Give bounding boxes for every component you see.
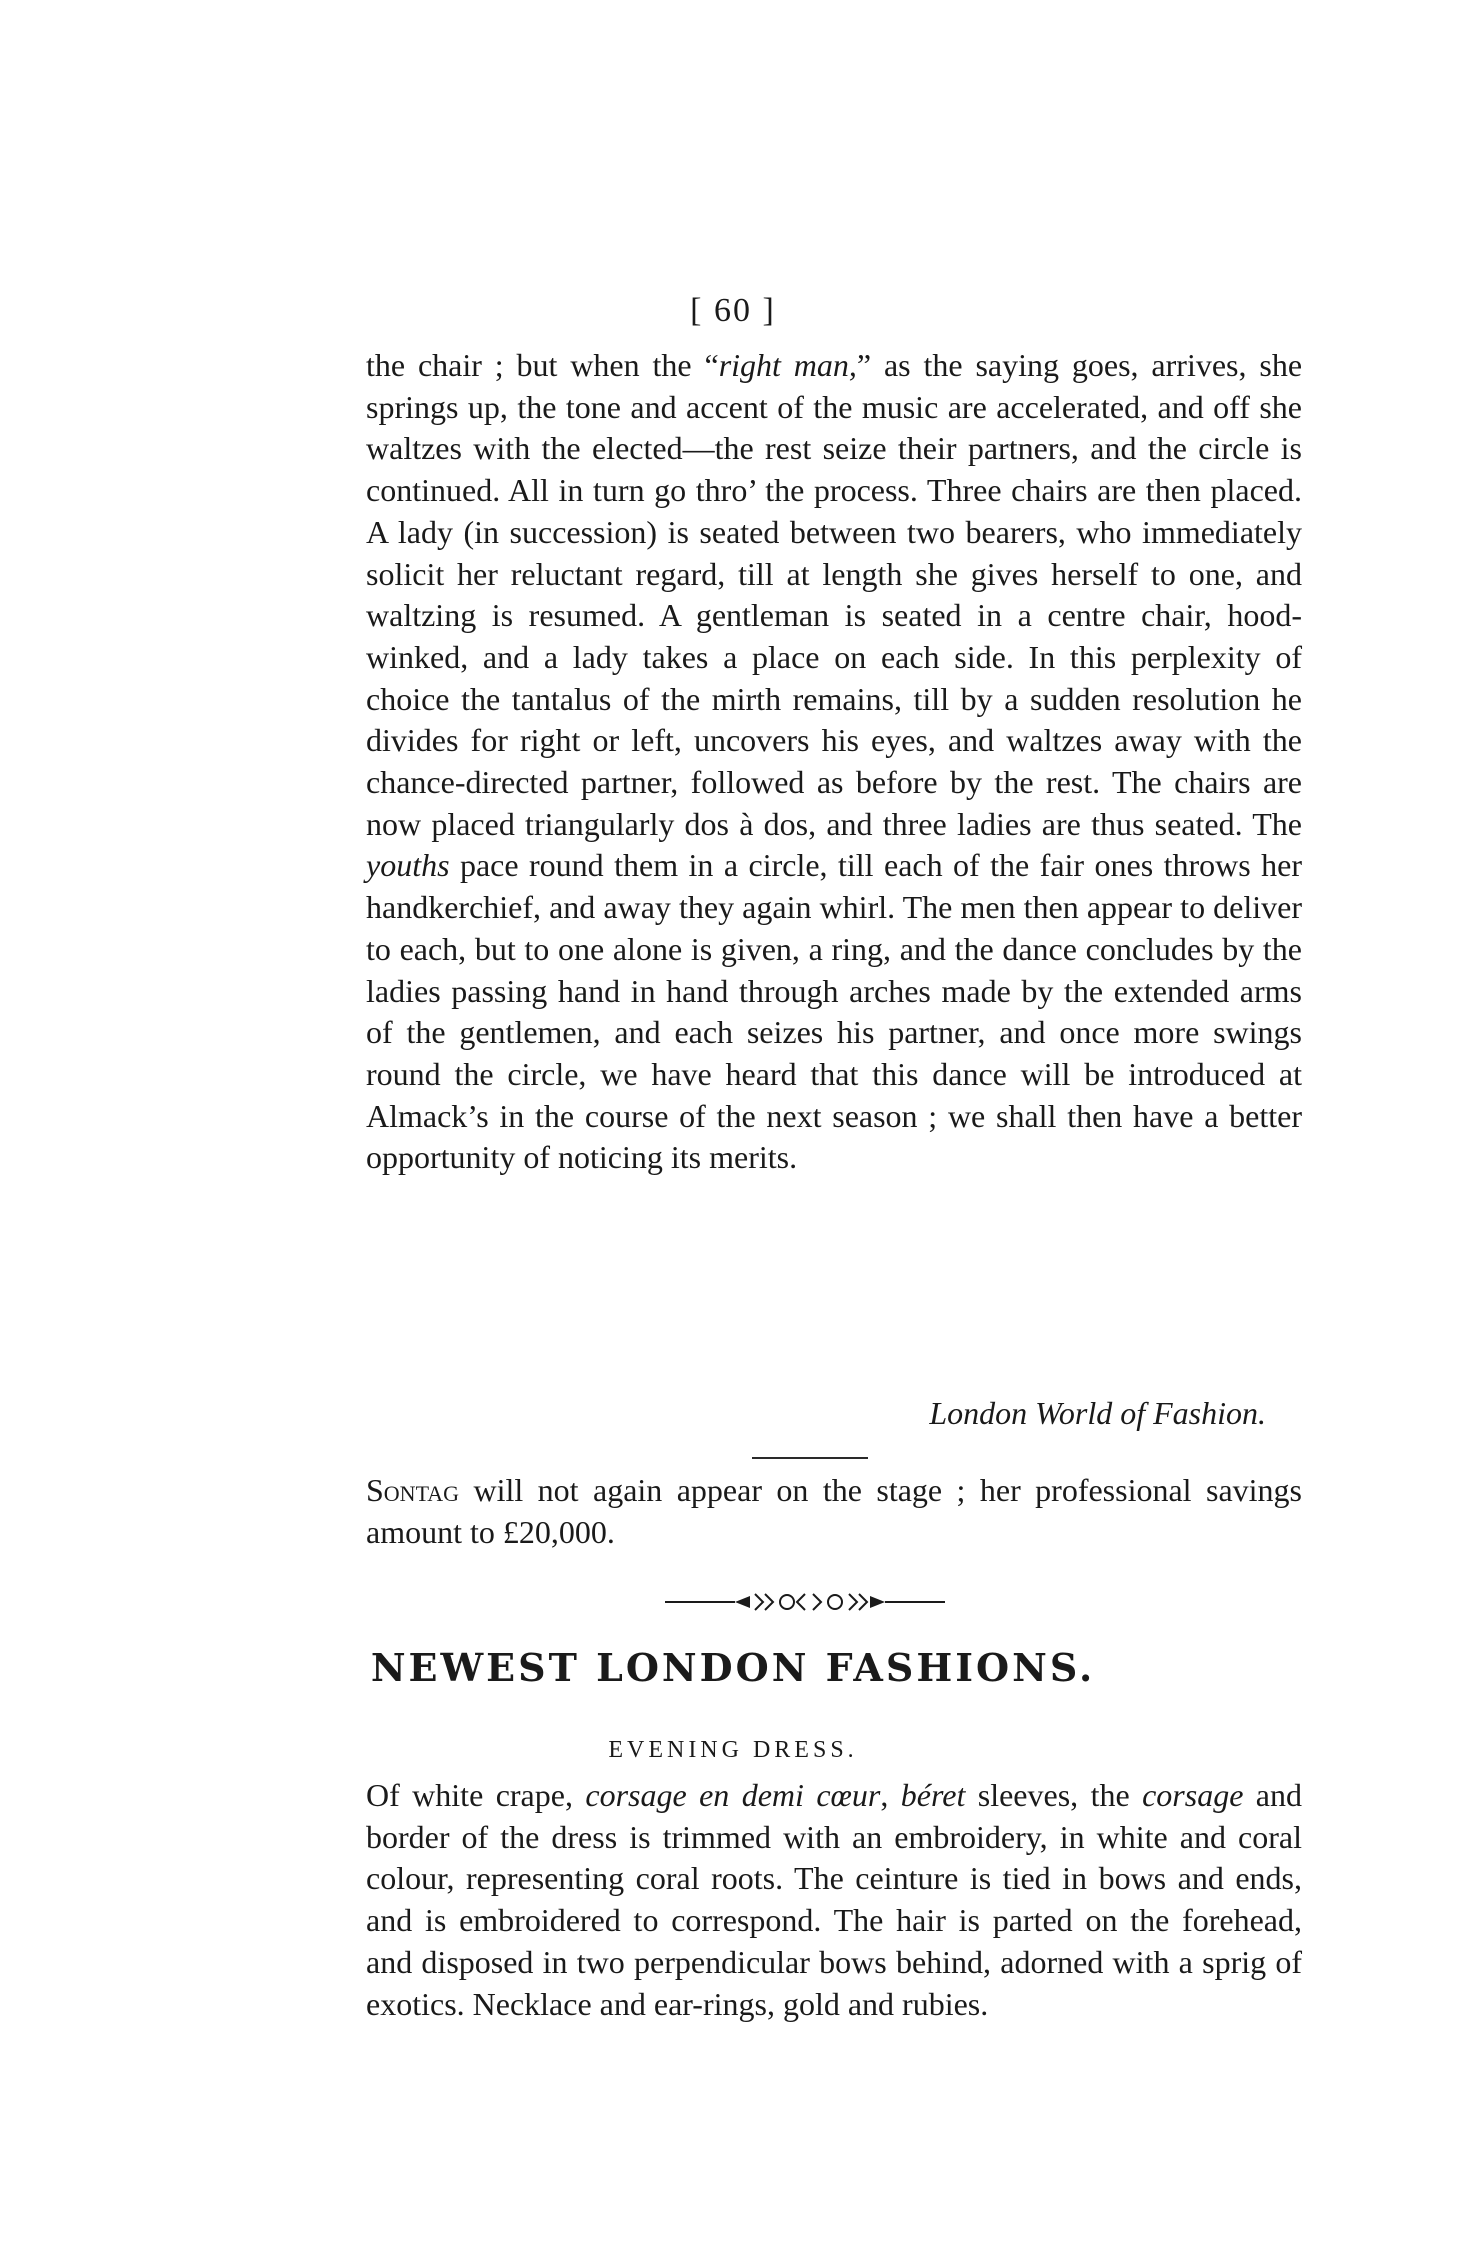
- page-number: [ 60 ]: [690, 292, 776, 329]
- italic-run: right man,: [718, 347, 857, 383]
- article-waltz-text: [366, 345, 1302, 1179]
- text-run: sleeves, the: [965, 1777, 1143, 1813]
- paragraph: [366, 1470, 1302, 1553]
- text-run: pace round them in a circle, till each of the fair ones throws her handkerchief, and away they again whirl. The men then appear to deliver to each, but to one alone is given, a ring, and the dance concludes by the ladies passing hand in hand through arches made by the extended arms of the gentlemen, and each seizes his partner, and once more swings round the circle, we have heard that this dance will be introduced at Almack’s in the course of the next season ; we shall then have a better opportunity of noticing its merits.: [366, 847, 1302, 1176]
- fashion-description-text: [366, 1775, 1302, 2025]
- short-divider-rule: [752, 1457, 868, 1459]
- ornament-divider-icon: [655, 1582, 955, 1622]
- paragraph: [366, 345, 1302, 1179]
- italic-run: youths: [366, 847, 450, 884]
- text-run: ,: [880, 1777, 901, 1813]
- article-sontag-text: [366, 1470, 1302, 1553]
- text-run: and border of the dress is trimmed with an embroidery, in white and coral colour, representing coral roots. The ceinture is tied in bows and ends, and is embroidered to correspond. The hair is parted on the forehead, and disposed in two perpendicular bows behind, adorned with a sprig of exotics. Necklace and ear-rings, gold and rubies.: [366, 1777, 1303, 2022]
- text-run: ” as the saying goes, arrives, she springs up, the tone and accent of the music are accelerated, and off she waltzes with the elected—the rest seize their partners, and the circle is continued. All in turn go thro’ the process. Three chairs are then placed. A lady (in succession) is seated between two bearers, who immediately solicit her reluctant regard, till at length she gives herself to one, and waltzing is resumed. A gentleman is seated in a centre chair, hood-winked, and a lady takes a place on each side. In this perplexity of choice the tantalus of the mirth remains, till by a sudden resolution he divides for right or left, uncovers his eyes, and waltzes away with the chance-directed partner, followed as before by the rest. The chairs are now placed triangularly dos à dos, and three ladies are thus seated. The: [366, 347, 1303, 842]
- text-run: Of white crape,: [366, 1777, 586, 1813]
- section-subheading: EVENING DRESS.: [608, 1737, 858, 1763]
- italic-run: corsage: [1142, 1777, 1244, 1813]
- paragraph: [366, 1775, 1302, 2025]
- text-run: will not again appear on the stage ; her professional savings amount to £20,000.: [366, 1472, 1302, 1550]
- text-run: the chair ; but when the “: [366, 347, 719, 383]
- section-heading: NEWEST LONDON FASHIONS.: [370, 1645, 1096, 1690]
- article-signature: London World of Fashion.: [929, 1395, 1266, 1431]
- italic-run: béret: [900, 1777, 966, 1813]
- name-smallcaps: Sontag: [366, 1472, 460, 1508]
- italic-run: corsage en demi cœur: [585, 1777, 881, 1813]
